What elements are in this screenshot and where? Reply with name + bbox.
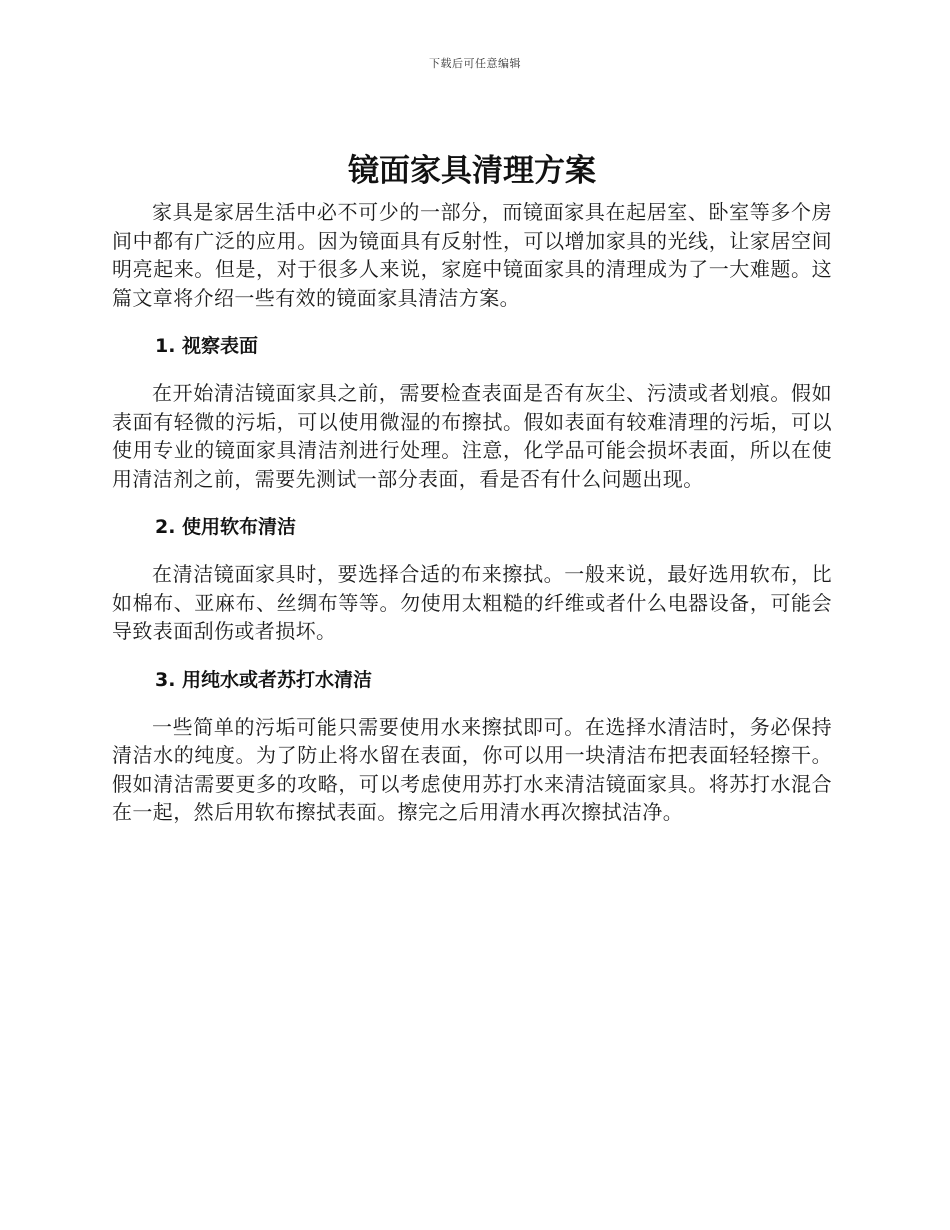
section-heading: 2. 使用软布清洁	[155, 516, 297, 538]
section-water-soda	[112, 666, 832, 827]
section-paragraph: 一些简单的污垢可能只需要使用水来擦拭即可。在选择水清洁时，务必保持清洁水的纯度。为了防止将水留在表面，你可以用一块清洁布把表面轻轻擦干。假如清洁需要更多的攻略，可以考虑使用苏打水来清洁镜面家具。将苏打水混合在一起，然后用软布擦拭表面。擦完之后用清水再次擦拭洁净。	[112, 714, 832, 824]
section-paragraph: 在开始清洁镜面家具之前，需要检查表面是否有灰尘、污渍或者划痕。假如表面有轻微的污垢，可以使用微湿的布擦拭。假如表面有较难清理的污垢，可以使用专业的镜面家具清洁剂进行处理。注意，化学品可能会损坏表面，所以在使用清洁剂之前，需要先测试一部分表面，看是否有什么问题出现。	[112, 381, 832, 491]
intro-paragraph: 家具是家居生活中必不可少的一部分，而镜面家具在起居室、卧室等多个房间中都有广泛的应用。因为镜面具有反射性，可以增加家具的光线，让家居空间明亮起来。但是，对于很多人来说，家庭中镜面家具的清理成为了一大难题。这篇文章将介绍一些有效的镜面家具清洁方案。	[112, 200, 832, 310]
section-soft-cloth	[112, 513, 832, 646]
section-paragraph: 在清洁镜面家具时，要选择合适的布来擦拭。一般来说，最好选用软布，比如棉布、亚麻布、丝绸布等等。勿使用太粗糙的纤维或者什么电器设备，可能会导致表面刮伤或者损坏。	[112, 562, 832, 643]
page-header-note: 下载后可任意编辑	[429, 57, 521, 70]
document-body	[112, 148, 832, 827]
section-inspect-surface	[112, 332, 832, 493]
document-title: 镜面家具清理方案	[348, 153, 596, 189]
section-heading: 3. 用纯水或者苏打水清洁	[155, 668, 373, 691]
section-heading: 1. 视察表面	[155, 335, 259, 357]
